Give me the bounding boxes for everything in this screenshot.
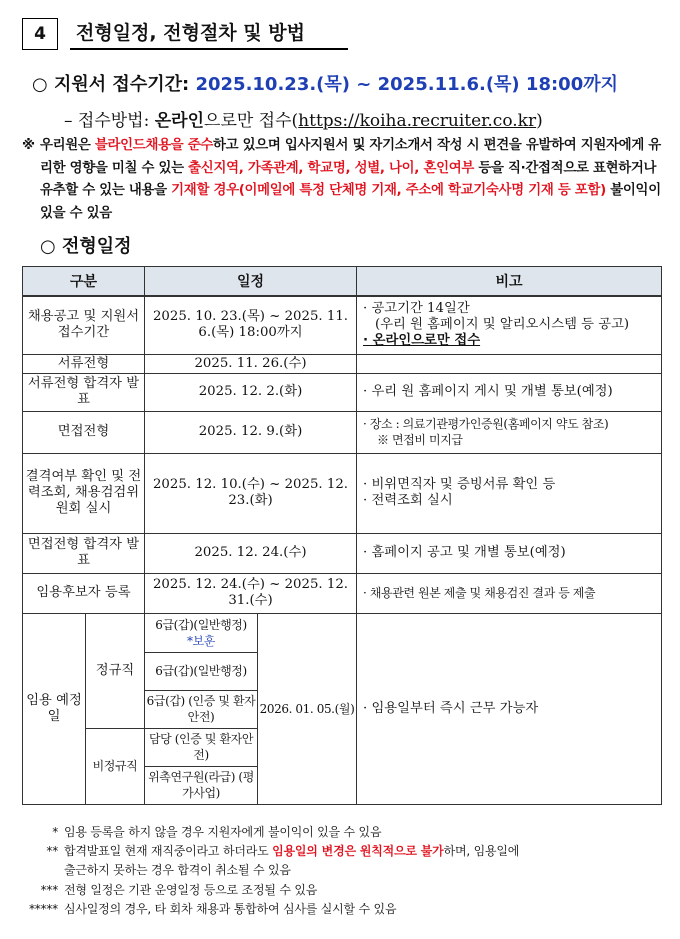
table-row xyxy=(23,354,662,373)
section-title: 전형일정, 전형절차 및 방법 xyxy=(70,18,348,50)
notice-red-2: 출신지역, 가족관계, 학교명, 성별, 나이, 혼인여부 xyxy=(188,160,474,176)
row-date: 2025. 12. 10.(수) ~ 2025. 12. 23.(화) xyxy=(145,453,357,533)
period-label: 지원서 접수기간: xyxy=(54,74,190,95)
nonregular-label: 비정규직 xyxy=(86,728,145,804)
footnotes xyxy=(20,823,670,919)
table-row xyxy=(23,533,662,573)
note-line: (우리 원 홈페이지 및 알리오시스템 등 공고) xyxy=(375,317,630,333)
row-category: 임용후보자 등록 xyxy=(23,573,145,613)
row-note xyxy=(357,296,662,354)
row-date: 2025. 10. 23.(목) ~ 2025. 11. 6.(목) 18:00까지 xyxy=(145,296,357,354)
row-date: 2025. 12. 24.(수) xyxy=(145,533,357,573)
schedule-title: 전형일정 xyxy=(62,236,132,257)
footnote-text: 전형 일정은 기관 운영일정 등으로 조정될 수 있음 xyxy=(64,882,318,897)
footnote-text: 합격발표일 현재 재직중이라고 하더라도 xyxy=(64,844,273,859)
footnote xyxy=(20,823,670,842)
circle-bullet-icon: ○ xyxy=(32,74,48,95)
period-value: 2025.10.23.(목) ~ 2025.11.6.(목) 18:00까지 xyxy=(195,74,618,95)
footnote-text: 하며, 임용일에 xyxy=(443,844,520,859)
table-row xyxy=(23,411,662,453)
schedule-heading xyxy=(40,232,132,258)
table-row xyxy=(23,453,662,533)
row-date: 2025. 12. 24.(수) ~ 2025. 12. 31.(수) xyxy=(145,573,357,613)
table-row xyxy=(23,373,662,411)
footnote-red: 임용일의 변경은 원칙적으로 불가 xyxy=(272,844,444,859)
footnote-continuation: 출근하지 못하는 경우 합격이 취소될 수 있음 xyxy=(64,863,291,878)
row-note: · 채용관련 원본 제출 및 채용검진 결과 등 제출 xyxy=(357,573,662,613)
application-url-link[interactable]: https://koiha.recruiter.co.kr xyxy=(298,111,537,131)
notice-mark-icon: ※ xyxy=(22,138,35,153)
method-online: 온라인 xyxy=(154,111,205,131)
application-method xyxy=(64,106,543,131)
row-category: 서류전형 합격자 발표 xyxy=(23,373,145,411)
row-category: 결격여부 확인 및 전력조회, 채용검검위원회 실시 xyxy=(23,453,145,533)
appointment-category: 임용 예정일 xyxy=(23,613,86,804)
position-cell: 담당 (인증 및 환자안전) xyxy=(145,728,258,766)
note-line: · 비위면직자 및 증빙서류 확인 등 xyxy=(363,477,556,492)
section-number: 4 xyxy=(22,18,58,50)
row-note xyxy=(357,354,662,373)
footnote xyxy=(20,881,670,900)
row-note: · 우리 원 홈페이지 게시 및 개별 통보(예정) xyxy=(357,373,662,411)
position-cell: 6급(갑) (인증 및 환자안전) xyxy=(145,690,258,728)
table-header-row xyxy=(23,267,662,297)
footnote-mark: * xyxy=(52,825,58,839)
footnote xyxy=(20,900,670,919)
position-name: 6급(갑)(일반행정) xyxy=(155,617,247,632)
footnote-mark: ***** xyxy=(28,901,58,916)
position-cell xyxy=(145,613,258,652)
footnote-text: 임용 등록을 하지 않을 경우 지원자에게 불이익이 있을 수 있음 xyxy=(64,825,382,839)
row-note xyxy=(357,453,662,533)
footnote xyxy=(20,842,670,880)
note-line: ※ 면접비 미지급 xyxy=(377,433,463,447)
row-date: 2025. 12. 2.(화) xyxy=(145,373,357,411)
table-row xyxy=(23,573,662,613)
note-line: · 장소 : 의료기관평가인증원(홈페이지 약도 참조) xyxy=(363,417,609,431)
position-cell: 위촉연구원(라급) (평가사업) xyxy=(145,766,258,804)
note-line-bold: · 온라인으로만 접수 xyxy=(363,333,481,349)
application-period xyxy=(32,70,618,96)
notice-text-4: 불이익이 있을 수 있음 xyxy=(40,183,661,221)
header-note: 비고 xyxy=(357,267,662,297)
row-date: 2025. 11. 26.(수) xyxy=(145,354,357,373)
veteran-mark: *보훈 xyxy=(187,633,215,648)
row-category: 채용공고 및 지원서 접수기간 xyxy=(23,296,145,354)
note-line: · 전력조회 실시 xyxy=(363,493,453,508)
notice-text-3: 등을 직·간접적으로 표현하거나 유추할 수 있는 내용을 xyxy=(40,160,657,198)
note-line: · 공고기간 14일간 xyxy=(363,301,470,317)
row-category: 서류전형 xyxy=(23,354,145,373)
method-suffix: ) xyxy=(536,111,543,131)
appointment-date: 2026. 01. 05.(월) xyxy=(258,613,357,804)
footnote-mark: *** xyxy=(40,882,58,897)
notice-text-2: 하고 있으며 입사지원서 및 자기소개서 작성 시 편견을 유발하여 지원자에게 유리한 영향을 미칠 수 있는 xyxy=(40,138,661,176)
table-row xyxy=(23,296,662,354)
row-note xyxy=(357,411,662,453)
footnote-text: 심사일정의 경우, 타 회차 채용과 통합하여 심사를 실시할 수 있음 xyxy=(64,901,397,916)
row-date: 2025. 12. 9.(화) xyxy=(145,411,357,453)
header-schedule: 일정 xyxy=(145,267,357,297)
regular-label: 정규직 xyxy=(86,613,145,728)
row-note: · 홈페이지 공고 및 개별 통보(예정) xyxy=(357,533,662,573)
method-middle: 으로만 접수( xyxy=(204,111,299,131)
position-cell: 6급(갑)(일반행정) xyxy=(145,652,258,690)
method-prefix: – 접수방법: xyxy=(64,111,155,131)
notice-red-1: 블라인드채용을 준수 xyxy=(94,138,213,153)
notice-text-1: 우리원은 xyxy=(40,138,95,153)
row-category: 면접전형 xyxy=(23,411,145,453)
appointment-note: · 임용일부터 즉시 근무 가능자 xyxy=(357,613,662,804)
circle-bullet-icon: ○ xyxy=(40,236,56,257)
footnote-mark: ** xyxy=(46,844,58,859)
table-row xyxy=(23,613,662,652)
header-category: 구분 xyxy=(23,267,145,297)
notice-red-3: 기재할 경우(이메일에 특정 단체명 기재, 주소에 학교기숙사명 기재 등 포함) xyxy=(171,183,606,198)
schedule-table xyxy=(22,266,662,805)
row-category: 면접전형 합격자 발표 xyxy=(23,533,145,573)
